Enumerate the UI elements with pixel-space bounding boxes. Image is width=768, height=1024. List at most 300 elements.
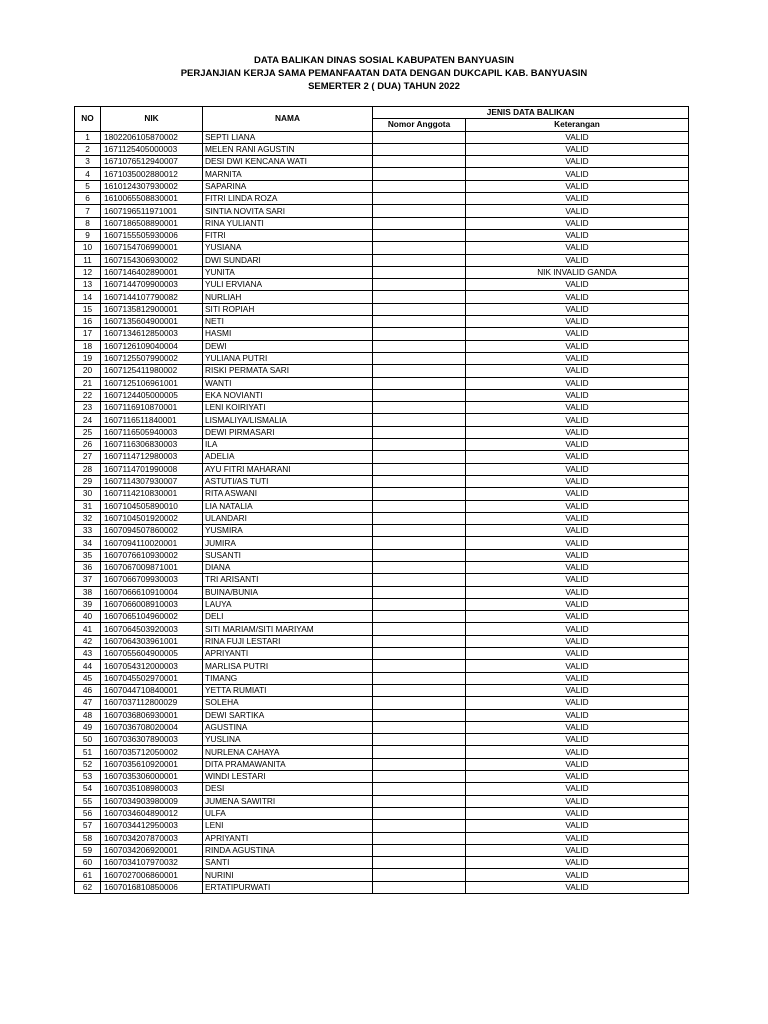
row-keterangan: VALID <box>466 672 689 684</box>
row-keterangan: VALID <box>466 807 689 819</box>
row-nomor-anggota <box>373 143 466 155</box>
row-nik: 1607114307930007 <box>101 475 203 487</box>
row-nomor-anggota <box>373 672 466 684</box>
row-nama: SOLEHA <box>203 697 373 709</box>
row-nama: SITI ROPIAH <box>203 303 373 315</box>
row-nik: 1607066610910004 <box>101 586 203 598</box>
row-nomor-anggota <box>373 426 466 438</box>
row-no: 60 <box>75 857 101 869</box>
row-nik: 1607135812900001 <box>101 303 203 315</box>
row-no: 8 <box>75 217 101 229</box>
row-nama: ADELIA <box>203 451 373 463</box>
row-no: 36 <box>75 561 101 573</box>
row-nomor-anggota <box>373 684 466 696</box>
row-keterangan: VALID <box>466 549 689 561</box>
table-row <box>75 131 689 143</box>
row-nik: 1607054312000003 <box>101 660 203 672</box>
header-keterangan: Keterangan <box>466 119 689 131</box>
table-row <box>75 820 689 832</box>
row-keterangan: VALID <box>466 242 689 254</box>
row-no: 16 <box>75 316 101 328</box>
row-nomor-anggota <box>373 709 466 721</box>
row-keterangan: VALID <box>466 709 689 721</box>
row-nomor-anggota <box>373 291 466 303</box>
row-keterangan: VALID <box>466 316 689 328</box>
row-nik: 1607035108980003 <box>101 783 203 795</box>
row-no: 26 <box>75 439 101 451</box>
row-nik: 1607104505890010 <box>101 500 203 512</box>
row-no: 33 <box>75 525 101 537</box>
row-no: 5 <box>75 180 101 192</box>
row-keterangan: VALID <box>466 537 689 549</box>
row-keterangan: VALID <box>466 254 689 266</box>
row-nama: YULIANA PUTRI <box>203 352 373 364</box>
row-nama: JUMENA SAWITRI <box>203 795 373 807</box>
row-nama: SITI MARIAM/SITI MARIYAM <box>203 623 373 635</box>
row-nama: DESI <box>203 783 373 795</box>
table-row <box>75 746 689 758</box>
row-no: 49 <box>75 721 101 733</box>
row-keterangan: VALID <box>466 377 689 389</box>
row-keterangan: VALID <box>466 217 689 229</box>
table-row <box>75 611 689 623</box>
row-nama: JUMIRA <box>203 537 373 549</box>
row-no: 41 <box>75 623 101 635</box>
row-no: 54 <box>75 783 101 795</box>
row-keterangan: VALID <box>466 414 689 426</box>
row-nama: LENI KOIRIYATI <box>203 402 373 414</box>
row-nomor-anggota <box>373 771 466 783</box>
table-row <box>75 402 689 414</box>
row-keterangan: VALID <box>466 451 689 463</box>
row-keterangan: VALID <box>466 389 689 401</box>
table-row <box>75 881 689 893</box>
row-nik: 1607035306000001 <box>101 771 203 783</box>
row-keterangan: VALID <box>466 635 689 647</box>
row-no: 48 <box>75 709 101 721</box>
row-nama: LISMALIYA/LISMALIA <box>203 414 373 426</box>
row-nama: APRIYANTI <box>203 648 373 660</box>
row-nama: WINDI LESTARI <box>203 771 373 783</box>
row-nomor-anggota <box>373 316 466 328</box>
row-nik: 1607094110020001 <box>101 537 203 549</box>
table-row <box>75 475 689 487</box>
row-no: 43 <box>75 648 101 660</box>
row-nama: MELEN RANI AGUSTIN <box>203 143 373 155</box>
row-nik: 1607036708020004 <box>101 721 203 733</box>
table-row <box>75 488 689 500</box>
row-nama: WANTI <box>203 377 373 389</box>
row-nama: RINDA AGUSTINA <box>203 844 373 856</box>
row-nama: SUSANTI <box>203 549 373 561</box>
row-nik: 1607034903980009 <box>101 795 203 807</box>
row-nama: ILA <box>203 439 373 451</box>
row-nama: SANTI <box>203 857 373 869</box>
table-row <box>75 180 689 192</box>
row-nomor-anggota <box>373 857 466 869</box>
row-nama: SEPTI LIANA <box>203 131 373 143</box>
row-nama: YULI ERVIANA <box>203 279 373 291</box>
row-keterangan: VALID <box>466 156 689 168</box>
table-row <box>75 721 689 733</box>
row-no: 11 <box>75 254 101 266</box>
row-no: 2 <box>75 143 101 155</box>
table-row <box>75 807 689 819</box>
row-nomor-anggota <box>373 242 466 254</box>
row-nama: SAPARINA <box>203 180 373 192</box>
table-row <box>75 660 689 672</box>
row-nik: 1607055604900005 <box>101 648 203 660</box>
row-nik: 1607034604890012 <box>101 807 203 819</box>
row-nik: 1671125405000003 <box>101 143 203 155</box>
row-no: 46 <box>75 684 101 696</box>
table-row <box>75 500 689 512</box>
row-nama: EKA NOVIANTI <box>203 389 373 401</box>
row-nik: 1607186508890001 <box>101 217 203 229</box>
row-keterangan: VALID <box>466 291 689 303</box>
table-row <box>75 340 689 352</box>
row-nama: DWI SUNDARI <box>203 254 373 266</box>
row-nama: DEWI <box>203 340 373 352</box>
row-nomor-anggota <box>373 156 466 168</box>
table-row <box>75 525 689 537</box>
row-no: 13 <box>75 279 101 291</box>
row-no: 19 <box>75 352 101 364</box>
row-nama: RISKI PERMATA SARI <box>203 365 373 377</box>
row-keterangan: VALID <box>466 586 689 598</box>
row-nik: 1607037112800029 <box>101 697 203 709</box>
row-no: 22 <box>75 389 101 401</box>
row-keterangan: VALID <box>466 820 689 832</box>
row-no: 14 <box>75 291 101 303</box>
row-keterangan: VALID <box>466 869 689 881</box>
row-nomor-anggota <box>373 193 466 205</box>
row-no: 27 <box>75 451 101 463</box>
row-no: 12 <box>75 266 101 278</box>
row-nomor-anggota <box>373 795 466 807</box>
row-no: 40 <box>75 611 101 623</box>
row-nomor-anggota <box>373 574 466 586</box>
table-row <box>75 857 689 869</box>
row-nomor-anggota <box>373 328 466 340</box>
row-keterangan: VALID <box>466 279 689 291</box>
table-row <box>75 316 689 328</box>
table-row <box>75 193 689 205</box>
row-no: 30 <box>75 488 101 500</box>
row-no: 57 <box>75 820 101 832</box>
row-keterangan: VALID <box>466 463 689 475</box>
row-nomor-anggota <box>373 475 466 487</box>
row-nomor-anggota <box>373 402 466 414</box>
row-nama: ASTUTI/AS TUTI <box>203 475 373 487</box>
row-no: 3 <box>75 156 101 168</box>
row-nama: YUSMIRA <box>203 525 373 537</box>
row-no: 47 <box>75 697 101 709</box>
table-row <box>75 832 689 844</box>
row-no: 58 <box>75 832 101 844</box>
row-nama: RITA ASWANI <box>203 488 373 500</box>
row-no: 23 <box>75 402 101 414</box>
row-nomor-anggota <box>373 205 466 217</box>
row-nama: YUSLINA <box>203 734 373 746</box>
row-no: 52 <box>75 758 101 770</box>
row-nomor-anggota <box>373 168 466 180</box>
row-nama: DELI <box>203 611 373 623</box>
row-nomor-anggota <box>373 537 466 549</box>
row-nomor-anggota <box>373 549 466 561</box>
row-nomor-anggota <box>373 881 466 893</box>
table-row <box>75 635 689 647</box>
row-nik: 1607146402890001 <box>101 266 203 278</box>
table-row <box>75 844 689 856</box>
row-nik: 1607124405000005 <box>101 389 203 401</box>
row-nik: 1607035610920001 <box>101 758 203 770</box>
table-row <box>75 561 689 573</box>
row-nik: 1607045502970001 <box>101 672 203 684</box>
table-row <box>75 795 689 807</box>
document-title-line1: DATA BALIKAN DINAS SOSIAL KABUPATEN BANYUASIN <box>253 55 515 66</box>
table-row <box>75 205 689 217</box>
row-no: 1 <box>75 131 101 143</box>
row-no: 21 <box>75 377 101 389</box>
row-nik: 1671035002880012 <box>101 168 203 180</box>
row-keterangan: VALID <box>466 193 689 205</box>
row-nik: 1607155505930006 <box>101 229 203 241</box>
row-nomor-anggota <box>373 488 466 500</box>
row-nik: 1607135604900001 <box>101 316 203 328</box>
row-nik: 1607125507990002 <box>101 352 203 364</box>
row-keterangan: VALID <box>466 697 689 709</box>
table-row <box>75 217 689 229</box>
row-nik: 1607114210830001 <box>101 488 203 500</box>
row-keterangan: VALID <box>466 795 689 807</box>
row-keterangan: VALID <box>466 758 689 770</box>
table-row <box>75 771 689 783</box>
table-row <box>75 463 689 475</box>
row-no: 53 <box>75 771 101 783</box>
row-no: 6 <box>75 193 101 205</box>
row-nomor-anggota <box>373 869 466 881</box>
row-nomor-anggota <box>373 303 466 315</box>
row-nomor-anggota <box>373 389 466 401</box>
row-no: 39 <box>75 598 101 610</box>
row-nomor-anggota <box>373 561 466 573</box>
table-row <box>75 168 689 180</box>
row-no: 4 <box>75 168 101 180</box>
row-keterangan: VALID <box>466 143 689 155</box>
table-row <box>75 279 689 291</box>
row-nik: 1607034206920001 <box>101 844 203 856</box>
row-nama: FITRI LINDA ROZA <box>203 193 373 205</box>
row-no: 35 <box>75 549 101 561</box>
row-no: 45 <box>75 672 101 684</box>
table-row <box>75 783 689 795</box>
row-nik: 1607034412950003 <box>101 820 203 832</box>
row-keterangan: VALID <box>466 402 689 414</box>
row-nik: 1610065508830001 <box>101 193 203 205</box>
header-jenis-data-balikan: JENIS DATA BALIKAN <box>373 107 689 119</box>
row-nomor-anggota <box>373 254 466 266</box>
row-nik: 1607034207870003 <box>101 832 203 844</box>
row-no: 56 <box>75 807 101 819</box>
row-nomor-anggota <box>373 131 466 143</box>
row-nomor-anggota <box>373 660 466 672</box>
row-nama: FITRI <box>203 229 373 241</box>
document-title-line2: PERJANJIAN KERJA SAMA PEMANFAATAN DATA DENGAN DUKCAPIL KAB. BANYUASIN <box>180 68 588 79</box>
table-row <box>75 684 689 696</box>
row-no: 17 <box>75 328 101 340</box>
row-keterangan: VALID <box>466 180 689 192</box>
row-keterangan: VALID <box>466 684 689 696</box>
table-row <box>75 697 689 709</box>
row-nama: ULANDARI <box>203 512 373 524</box>
table-row <box>75 623 689 635</box>
row-nomor-anggota <box>373 758 466 770</box>
row-nik: 1607144709900003 <box>101 279 203 291</box>
table-row <box>75 414 689 426</box>
row-keterangan: VALID <box>466 328 689 340</box>
row-nik: 1607076610930002 <box>101 549 203 561</box>
row-nama: ERTATIPURWATI <box>203 881 373 893</box>
table-row <box>75 648 689 660</box>
table-row <box>75 734 689 746</box>
row-nomor-anggota <box>373 279 466 291</box>
row-nama: MARLISA PUTRI <box>203 660 373 672</box>
row-nik: 1607116306830003 <box>101 439 203 451</box>
row-nomor-anggota <box>373 414 466 426</box>
row-no: 37 <box>75 574 101 586</box>
table-row <box>75 598 689 610</box>
row-no: 7 <box>75 205 101 217</box>
row-keterangan: VALID <box>466 488 689 500</box>
row-nik: 1802206105870002 <box>101 131 203 143</box>
row-nama: NETI <box>203 316 373 328</box>
row-nama: TRI ARISANTI <box>203 574 373 586</box>
row-no: 28 <box>75 463 101 475</box>
row-keterangan: VALID <box>466 303 689 315</box>
row-nomor-anggota <box>373 340 466 352</box>
row-nik: 1671076512940007 <box>101 156 203 168</box>
row-nik: 1607114712980003 <box>101 451 203 463</box>
row-nomor-anggota <box>373 746 466 758</box>
table-row <box>75 291 689 303</box>
row-keterangan: VALID <box>466 611 689 623</box>
row-keterangan: VALID <box>466 771 689 783</box>
row-keterangan: VALID <box>466 598 689 610</box>
row-nomor-anggota <box>373 844 466 856</box>
row-nama: RINA YULIANTI <box>203 217 373 229</box>
row-keterangan: VALID <box>466 734 689 746</box>
row-keterangan: VALID <box>466 525 689 537</box>
header-nama: NAMA <box>203 107 373 132</box>
row-nomor-anggota <box>373 512 466 524</box>
table-row <box>75 869 689 881</box>
row-nik: 1607154306930002 <box>101 254 203 266</box>
table-row <box>75 365 689 377</box>
row-nama: YETTA RUMIATI <box>203 684 373 696</box>
row-nomor-anggota <box>373 820 466 832</box>
row-nik: 1607144107790082 <box>101 291 203 303</box>
row-nik: 1607154706990001 <box>101 242 203 254</box>
row-nama: LAUYA <box>203 598 373 610</box>
table-row <box>75 254 689 266</box>
row-nik: 1607116910870001 <box>101 402 203 414</box>
table-row <box>75 229 689 241</box>
row-no: 25 <box>75 426 101 438</box>
row-nama: YUSIANA <box>203 242 373 254</box>
row-nomor-anggota <box>373 623 466 635</box>
row-nama: LENI <box>203 820 373 832</box>
row-nomor-anggota <box>373 217 466 229</box>
row-nik: 1607134612850003 <box>101 328 203 340</box>
row-nik: 1607094507860002 <box>101 525 203 537</box>
row-nik: 1607196511971001 <box>101 205 203 217</box>
row-no: 9 <box>75 229 101 241</box>
row-nomor-anggota <box>373 377 466 389</box>
row-nik: 1607064303961001 <box>101 635 203 647</box>
header-no: NO <box>75 107 101 132</box>
row-no: 59 <box>75 844 101 856</box>
row-nik: 1607126109040004 <box>101 340 203 352</box>
row-nama: MARNITA <box>203 168 373 180</box>
row-keterangan: VALID <box>466 426 689 438</box>
row-keterangan: VALID <box>466 881 689 893</box>
row-keterangan: VALID <box>466 623 689 635</box>
row-nik: 1607036806930001 <box>101 709 203 721</box>
table-row <box>75 328 689 340</box>
row-keterangan: VALID <box>466 365 689 377</box>
row-no: 50 <box>75 734 101 746</box>
row-nama: TIMANG <box>203 672 373 684</box>
row-nik: 1607066709930003 <box>101 574 203 586</box>
row-keterangan: VALID <box>466 439 689 451</box>
table-row <box>75 303 689 315</box>
row-nomor-anggota <box>373 648 466 660</box>
row-nomor-anggota <box>373 525 466 537</box>
row-keterangan: VALID <box>466 131 689 143</box>
row-no: 55 <box>75 795 101 807</box>
row-nomor-anggota <box>373 697 466 709</box>
table-row <box>75 266 689 278</box>
row-no: 18 <box>75 340 101 352</box>
row-keterangan: VALID <box>466 832 689 844</box>
row-nik: 1607066008910003 <box>101 598 203 610</box>
row-keterangan: VALID <box>466 340 689 352</box>
data-table <box>74 106 689 894</box>
row-nomor-anggota <box>373 266 466 278</box>
row-nik: 1610124307930002 <box>101 180 203 192</box>
row-nomor-anggota <box>373 734 466 746</box>
table-row <box>75 156 689 168</box>
row-keterangan: VALID <box>466 783 689 795</box>
row-no: 42 <box>75 635 101 647</box>
table-row <box>75 426 689 438</box>
table-row <box>75 143 689 155</box>
row-nama: AYU FITRI MAHARANI <box>203 463 373 475</box>
row-keterangan: NIK INVALID GANDA <box>466 266 689 278</box>
row-nomor-anggota <box>373 451 466 463</box>
row-keterangan: VALID <box>466 857 689 869</box>
row-nomor-anggota <box>373 229 466 241</box>
row-nama: AGUSTINA <box>203 721 373 733</box>
row-nomor-anggota <box>373 807 466 819</box>
row-nik: 1607125411980002 <box>101 365 203 377</box>
row-keterangan: VALID <box>466 844 689 856</box>
row-nomor-anggota <box>373 635 466 647</box>
table-row <box>75 758 689 770</box>
table-row <box>75 549 689 561</box>
row-no: 29 <box>75 475 101 487</box>
